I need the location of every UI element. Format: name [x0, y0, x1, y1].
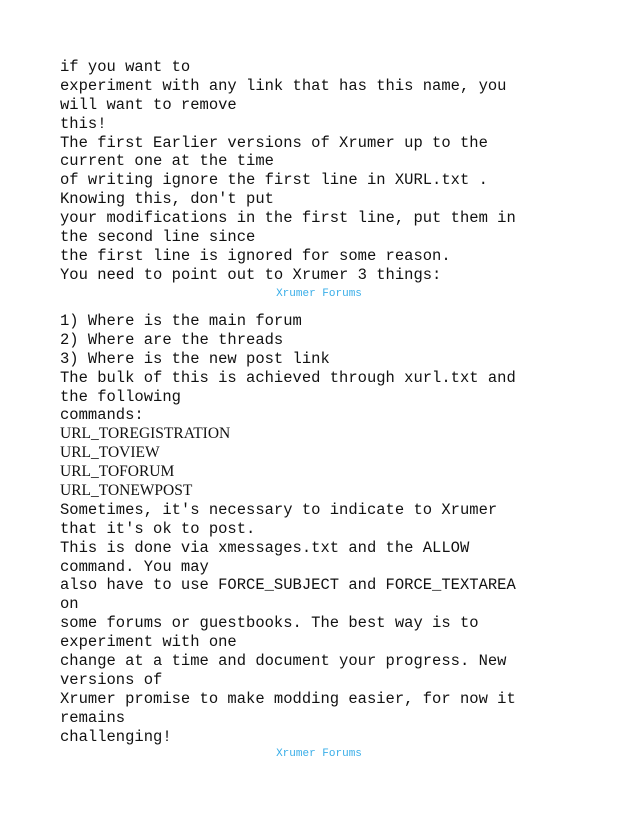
- text-line: if you want to: [60, 58, 191, 76]
- text-line: change at a time and document your progress. New: [60, 652, 507, 671]
- text-line: challenging!: [60, 727, 172, 746]
- text-line: that it's ok to post.: [60, 519, 256, 538]
- text-section-instructions: [60, 312, 516, 746]
- text-line: the following: [60, 387, 181, 406]
- text-line: some forums or guestbooks. The best way is to: [60, 614, 479, 633]
- text-line: command. You may: [60, 557, 209, 576]
- text-line: Knowing this, don't put: [60, 190, 274, 209]
- text-line: also have to use FORCE_SUBJECT and FORCE_TEXTAREA: [60, 576, 516, 595]
- text-line: the second line since: [60, 228, 256, 247]
- text-line: Sometimes, it's necessary to indicate to Xrumer: [60, 500, 498, 519]
- text-line: on: [60, 595, 79, 614]
- text-line: experiment with any link that has this name, you: [60, 76, 507, 95]
- text-line: URL_TOVIEW: [60, 444, 160, 462]
- text-line: URL_TONEWPOST: [60, 482, 193, 500]
- text-line: your modifications in the first line, put them in: [60, 209, 516, 228]
- text-line: The bulk of this is achieved through xurl.txt and: [60, 368, 516, 387]
- text-line: 2) Where are the threads: [60, 330, 284, 349]
- text-line: Xrumer promise to make modding easier, for now it: [60, 689, 516, 708]
- text-line: this!: [60, 114, 107, 133]
- text-line: 3) Where is the new post link: [60, 349, 330, 368]
- text-line: remains: [60, 708, 126, 727]
- xrumer-forums-link-top[interactable]: Xrumer Forums: [276, 288, 362, 300]
- text-line: This is done via xmessages.txt and the ALLOW: [60, 538, 470, 557]
- text-line: will want to remove: [60, 95, 237, 114]
- text-line: 1) Where is the main forum: [60, 312, 302, 330]
- text-line: URL_TOREGISTRATION: [60, 425, 231, 443]
- xrumer-forums-link-bottom[interactable]: Xrumer Forums: [276, 748, 362, 760]
- text-line: of writing ignore the first line in XURL.txt .: [60, 171, 488, 190]
- text-line: current one at the time: [60, 152, 274, 171]
- text-line: experiment with one: [60, 633, 237, 652]
- text-line: The first Earlier versions of Xrumer up to the: [60, 133, 488, 152]
- text-section-intro: [60, 58, 516, 285]
- text-line: the first line is ignored for some reason.: [60, 246, 451, 265]
- text-line: commands:: [60, 406, 144, 425]
- text-line: versions of: [60, 670, 163, 689]
- text-line: URL_TOFORUM: [60, 463, 175, 481]
- text-line: You need to point out to Xrumer 3 things:: [60, 265, 442, 284]
